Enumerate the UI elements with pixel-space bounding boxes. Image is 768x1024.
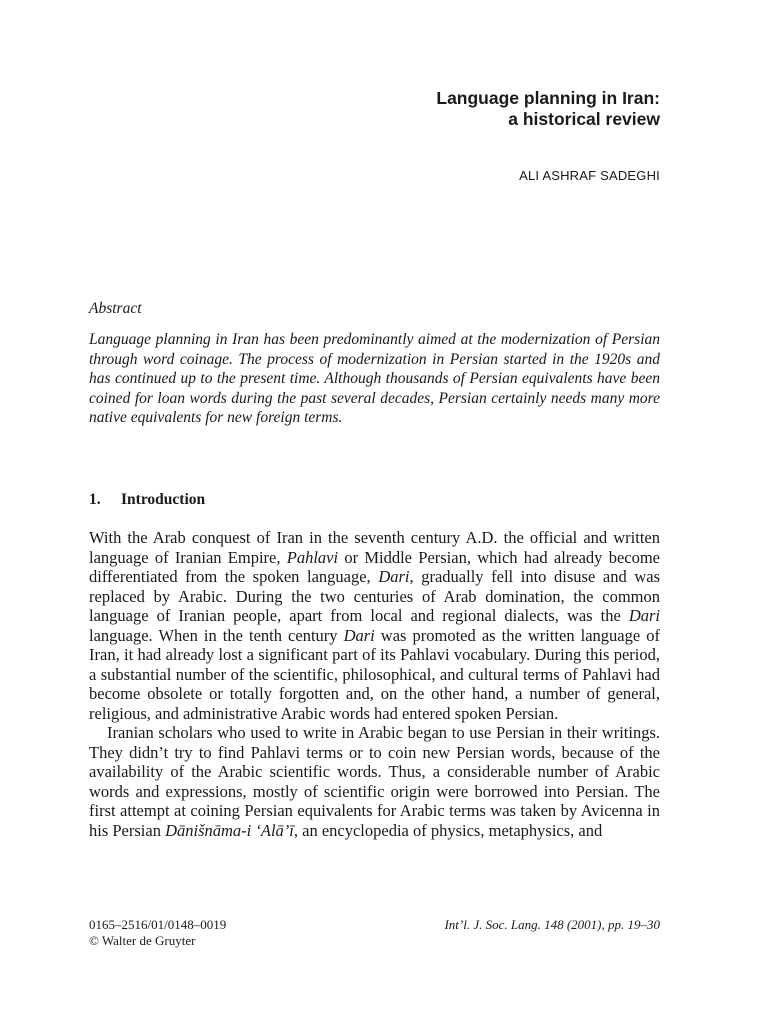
abstract-text: Language planning in Iran has been predominantly aimed at the modernization of Persian through word coinage. The process of modernization in Persian started in the 1920s and has continued up to the present time. Although thousands of Persian equivalents have been coined for loan words during the past several decades, Persian certainly needs many more native equivalents for new foreign terms. <box>89 331 660 427</box>
p1-text-1: With the Arab conquest of Iran in the seventh century A.D. the official and written language of Iranian Empire, <box>89 528 660 567</box>
footer-publisher: © Walter de Gruyter <box>89 933 196 948</box>
p1-dari-3: Dari <box>343 625 375 645</box>
section-title: Introduction <box>121 491 206 508</box>
paragraph-1 <box>89 528 660 723</box>
section-number: 1. <box>89 491 101 508</box>
p1-dari-1: Dari <box>378 567 410 586</box>
p2-text-2: , an encyclopedia of physics, metaphysics, and <box>293 820 603 840</box>
article-title <box>436 88 660 130</box>
author-name: ALI ASHRAF SADEGHI <box>519 168 660 183</box>
title-line-2: a historical review <box>508 109 660 129</box>
abstract-heading: Abstract <box>89 300 142 317</box>
body-text <box>89 528 660 840</box>
footer-code: 0165–2516/01/0148–0019 <box>89 917 227 932</box>
p1-text-3: , gradually fell into disuse and was replaced by Arabic. During the two centuries of Arab domination, the common language of Iranian people, apart from local and regional dialects, was the <box>89 567 660 625</box>
p2-text-1: Iranian scholars who used to write in Arabic began to use Persian in their writings. They didn’t try to find Pahlavi terms or to coin new Persian words, because of the availability of the Arabic scientific words. Thus, a considerable number of Arabic words and expressions, mostly of scientific origin were borrowed into Persian. The first attempt at coining Persian equivalents for Arabic terms was taken by Avicenna in his Persian <box>89 723 660 840</box>
section-heading <box>89 491 205 509</box>
p1-text-5: was promoted as the written language of Iran, it had already lost a significant part of its Pahlavi vocabulary. During this period, a substantial number of the scientific, philosophical, and cultural terms of Pahlavi had become obsolete or totally forgotten and, on the other hand, a number of general, religious, and administrative Arabic words had entered spoken Persian. <box>89 625 660 723</box>
p1-dari-2: Dari <box>628 606 660 625</box>
p1-pahlavi: Pahlavi <box>286 547 339 567</box>
footer-citation: Int’l. J. Soc. Lang. 148 (2001), pp. 19–30 <box>444 917 660 932</box>
p2-work-title: Dānišnāma-i ‘Alā’ī <box>165 820 294 840</box>
footer-left <box>89 917 226 949</box>
paragraph-2 <box>89 723 660 840</box>
title-line-1: Language planning in Iran: <box>436 88 660 108</box>
p1-text-4: language. When in the tenth century <box>89 625 344 645</box>
p1-text-2: or Middle Persian, which had already become differentiated from the spoken language, <box>89 547 660 586</box>
